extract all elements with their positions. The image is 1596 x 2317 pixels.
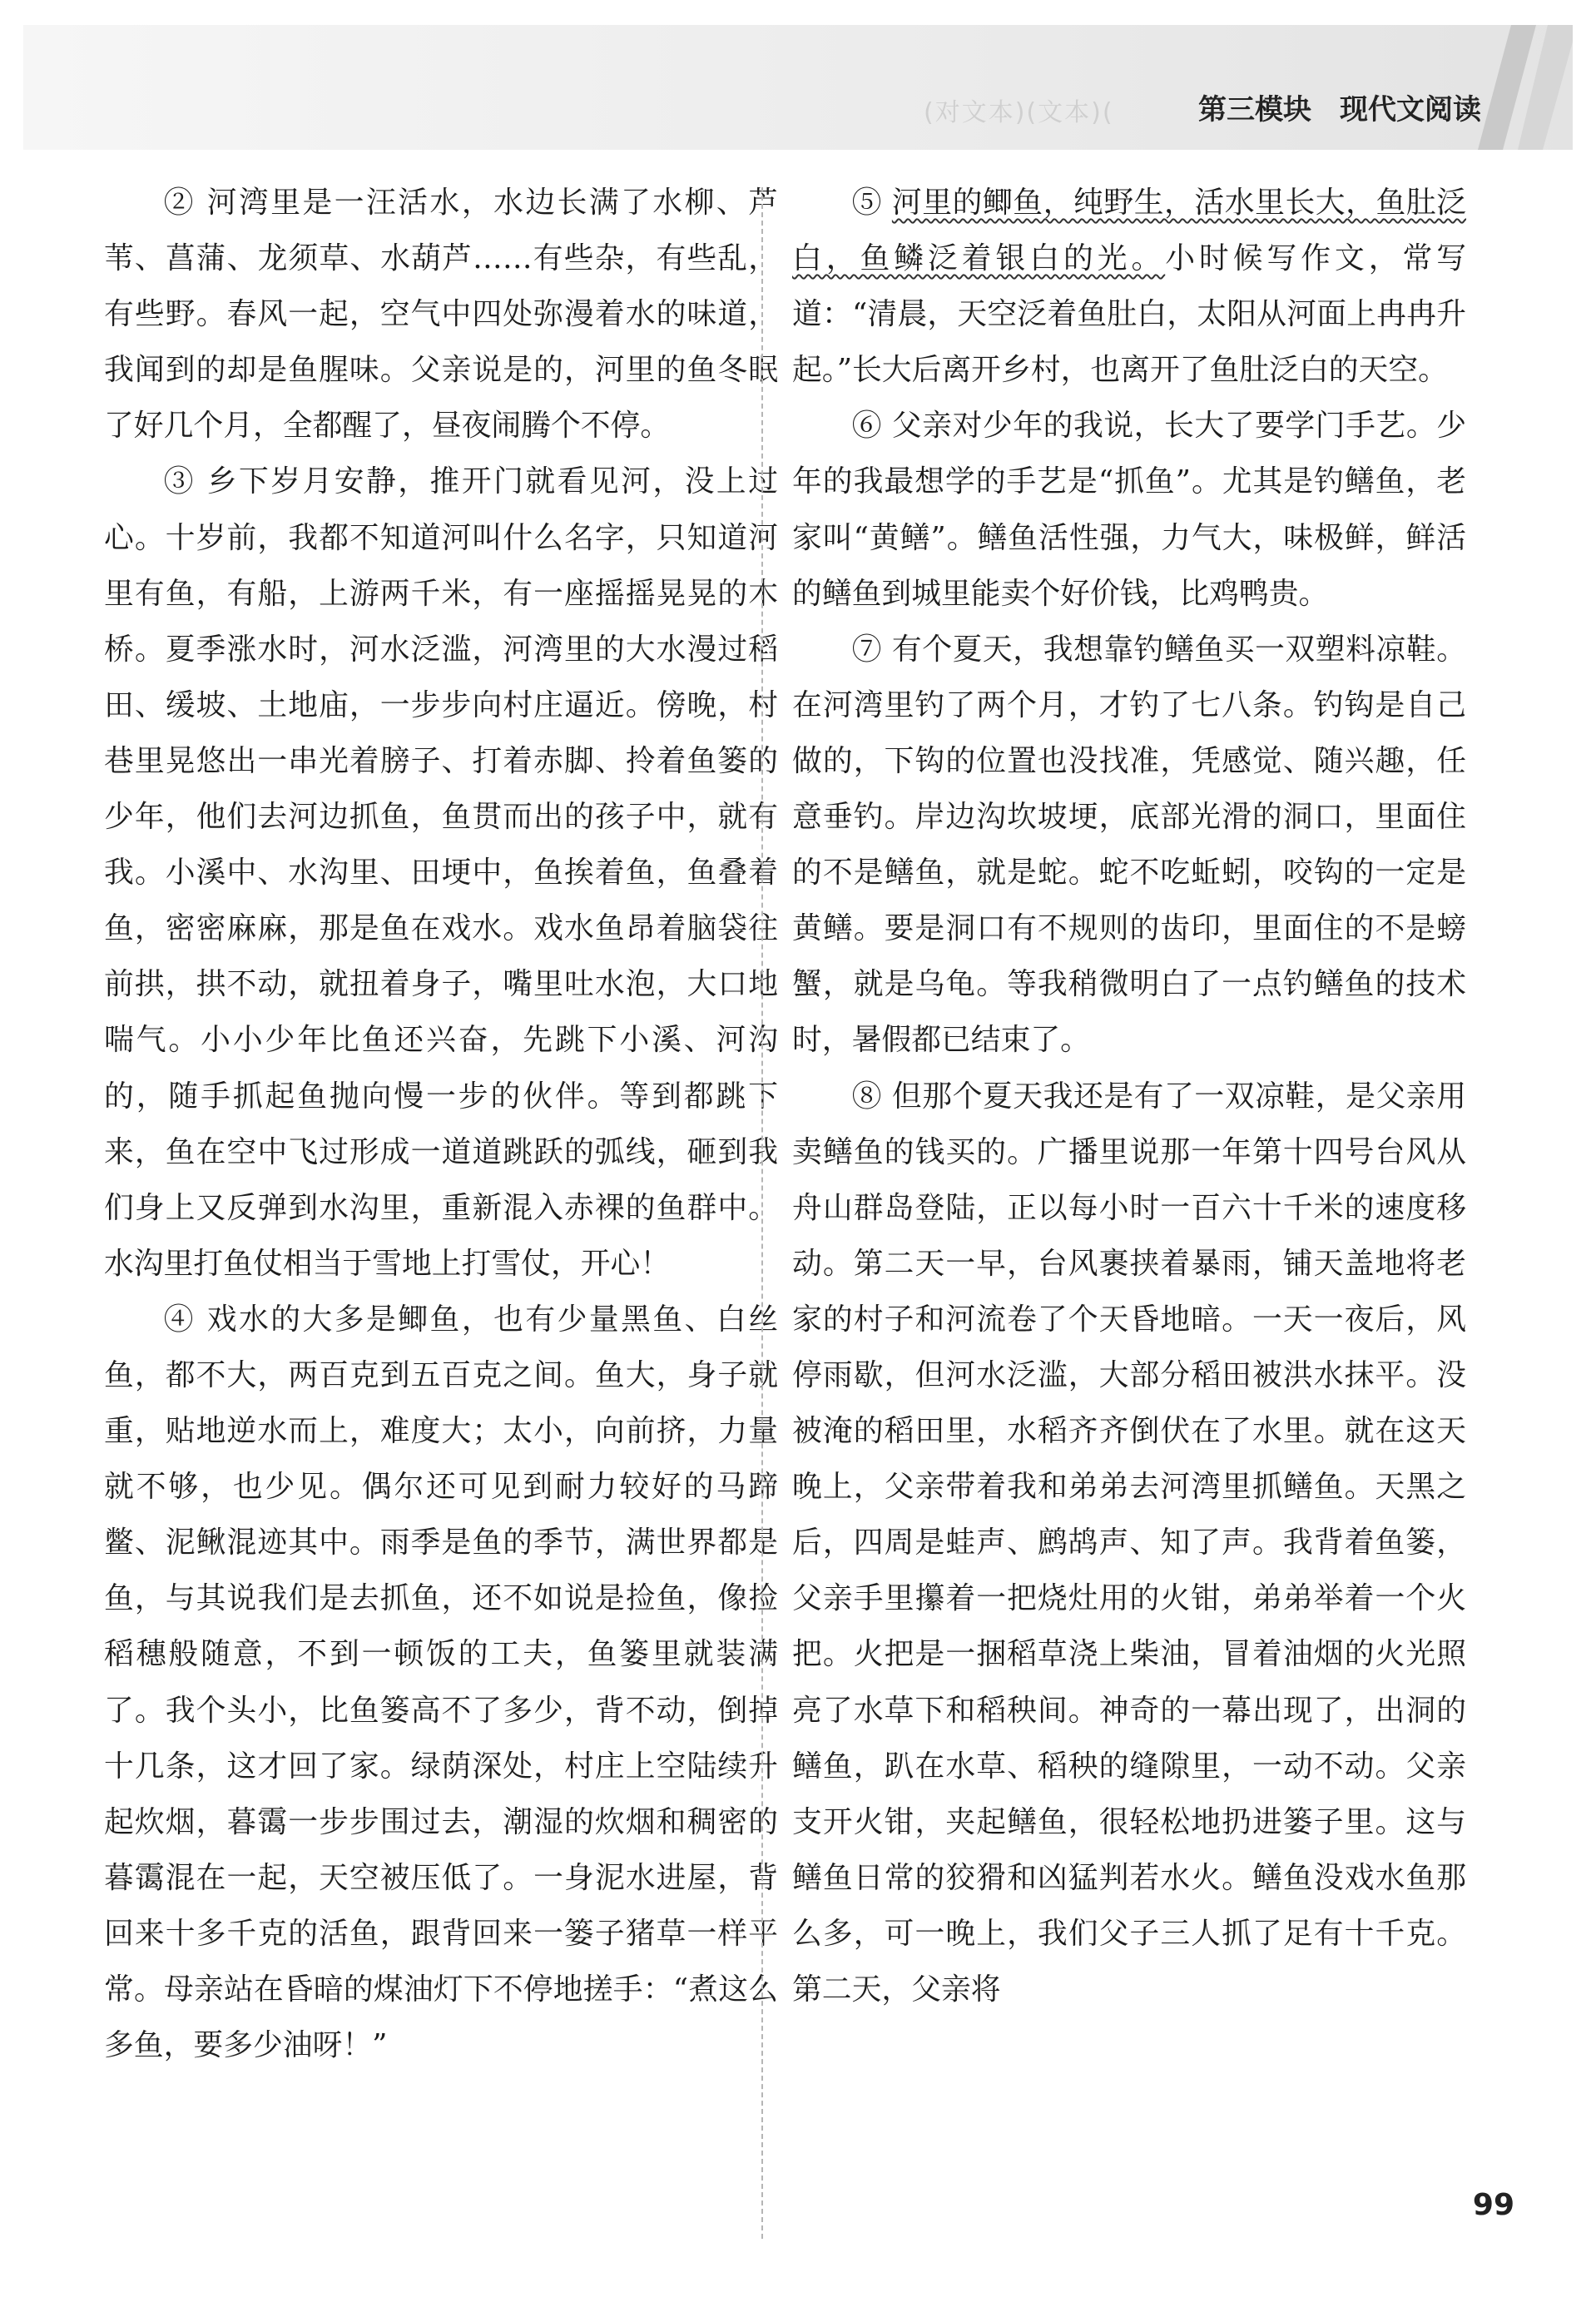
paragraph-3: ③ 乡下岁月安静，推开门就看见河，没上过心。十岁前，我都不知道河叫什么名字，只知道河里有鱼，有船，上游两千米，有一座摇摇晃晃的木桥。夏季涨水时，河水泛滥，河湾里的大水漫过稻田、缓坡、土地庙，一步步向村庄逼近。傍晚，村巷里晃悠出一串光着膀子、打着赤脚、拎着鱼篓的少年，他们去河边抓鱼，鱼贯而出的孩子中，就有我。小溪中、水沟里、田埂中，鱼挨着鱼，鱼叠着鱼，密密麻麻，那是鱼在戏水。戏水鱼昂着脑袋往前拱，拱不动，就扭着身子，嘴里吐水泡，大口地喘气。小小少年比鱼还兴奋，先跳下小溪、河沟的，随手抓起鱼抛向慢一步的伙伴。等到都跳下来，鱼在空中飞过形成一道道跳跃的弧线，砸到我们身上又反弹到水沟里，重新混入赤裸的鱼群中。水沟里打鱼仗相当于雪地上打雪仗，开心！	[104, 464, 778, 1281]
paragraph-5-underlined-sentence: 河里的鲫鱼，纯野生，活水里长大，鱼肚泛白，鱼鳞泛着银白的光。	[792, 186, 1467, 276]
paragraph-5-label: ⑤	[851, 186, 892, 220]
running-header	[1198, 87, 1481, 133]
left-column	[104, 175, 778, 2073]
paragraph-8: ⑧ 但那个夏天我还是有了一双凉鞋，是父亲用卖鳝鱼的钱买的。广播里说那一年第十四号台风从舟山群岛登陆，正以每小时一百六十千米的速度移动。第二天一早，台风裹挟着暴雨，铺天盖地将老家的村子和河流卷了个天昏地暗。一天一夜后，风停雨歇，但河水泛滥，大部分稻田被洪水抹平。没被淹的稻田里，水稻齐齐倒伏在了水里。就在这天晚上，父亲带着我和弟弟去河湾里抓鳝鱼。天黑之后，四周是蛙声、鹧鸪声、知了声。我背着鱼篓，父亲手里攥着一把烧灶用的火钳，弟弟举着一个火把。火把是一捆稻草浇上柴油，冒着油烟的火光照亮了水草下和稻秧间。神奇的一幕出现了，出洞的鳝鱼，趴在水草、稻秧的缝隙里，一动不动。父亲支开火钳，夹起鳝鱼，很轻松地扔进篓子里。这与鳝鱼日常的狡猾和凶猛判若水火。鳝鱼没戏水鱼那么多，可一晚上，我们父子三人抓了足有十千克。第二天，父亲将	[792, 1079, 1466, 2007]
paragraph-2: ② 河湾里是一汪活水，水边长满了水柳、芦苇、菖蒲、龙须草、水葫芦……有些杂，有些乱，有些野。春风一起，空气中四处弥漫着水的味道，我闻到的却是鱼腥味。父亲说是的，河里的鱼冬眠了好几个月，全都醒了，昼夜闹腾个不停。	[104, 186, 778, 444]
module-label: 第三模块	[1198, 93, 1311, 127]
paragraph-5	[792, 175, 1466, 398]
header-ghost-text: (对文本)(文本)(	[924, 98, 1114, 127]
right-column	[792, 175, 1466, 2017]
page-number: 99	[1472, 2188, 1514, 2222]
paragraph-4: ④ 戏水的大多是鲫鱼，也有少量黑鱼、白丝鱼，都不大，两百克到五百克之间。鱼大，身子就重，贴地逆水而上，难度大；太小，向前挤，力量就不够，也少见。偶尔还可见到耐力较好的马蹄鳖、泥鳅混迹其中。雨季是鱼的季节，满世界都是鱼，与其说我们是去抓鱼，还不如说是捡鱼，像捡稻穗般随意，不到一顿饭的工夫，鱼篓里就装满了。我个头小，比鱼篓高不了多少，背不动，倒掉十几条，这才回了家。绿荫深处，村庄上空陆续升起炊烟，暮霭一步步围过去，潮湿的炊烟和稠密的暮霭混在一起，天空被压低了。一身泥水进屋，背回来十多千克的活鱼，跟背回来一篓子猪草一样平常。母亲站在昏暗的煤油灯下不停地搓手：“煮这么多鱼，要多少油呀！”	[104, 1302, 778, 2063]
paragraph-7: ⑦ 有个夏天，我想靠钓鳝鱼买一双塑料凉鞋。在河湾里钓了两个月，才钓了七八条。钓钩是自己做的，下钩的位置也没找准，凭感觉、随兴趣，任意垂钓。岸边沟坎坡埂，底部光滑的洞口，里面住的不是鳝鱼，就是蛇。蛇不吃蚯蚓，咬钩的一定是黄鳝。要是洞口有不规则的齿印，里面住的不是螃蟹，就是乌龟。等我稍微明白了一点钓鳝鱼的技术时，暑假都已结束了。	[792, 632, 1466, 1058]
paragraph-6: ⑥ 父亲对少年的我说，长大了要学门手艺。少年的我最想学的手艺是“抓鱼”。尤其是钓鳝鱼，老家叫“黄鳝”。鳝鱼活性强，力气大，味极鲜，鲜活的鳝鱼到城里能卖个好价钱，比鸡鸭贵。	[792, 409, 1466, 611]
paragraph-5-rest: 小时候写作文，常写道：“清晨，天空泛着鱼肚白，太阳从河面上冉冉升起。”长大后离开乡村，也离开了鱼肚泛白的天空。	[792, 241, 1467, 388]
column-divider	[761, 187, 763, 2239]
header-stripes-decoration	[1478, 25, 1573, 150]
section-label: 现代文阅读	[1340, 93, 1481, 127]
